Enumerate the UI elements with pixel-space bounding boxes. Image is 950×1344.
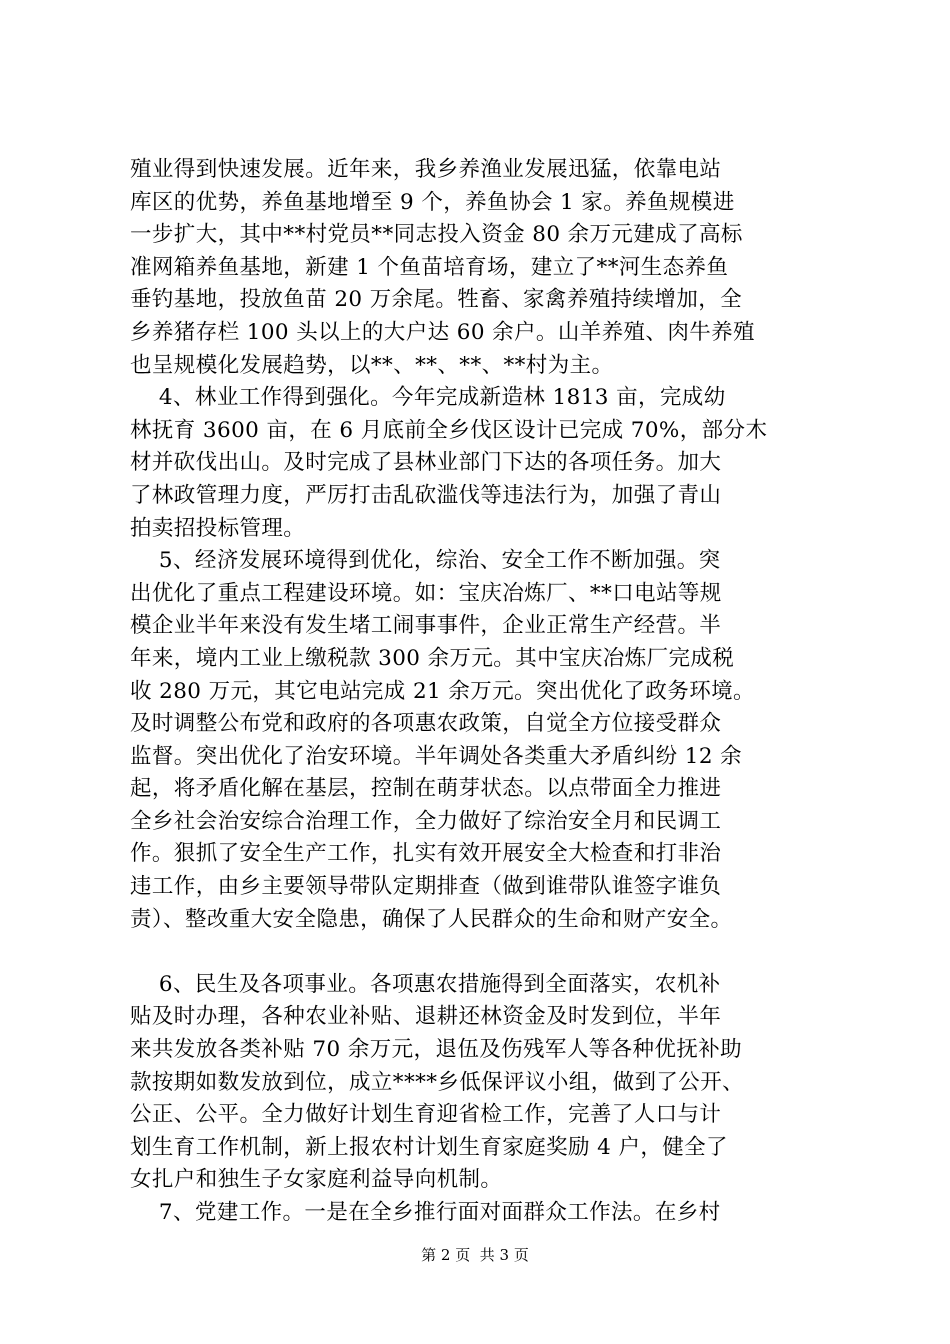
text-line: 库区的优势，养鱼基地增至 9 个，养鱼协会 1 家。养鱼规模进 <box>130 189 735 215</box>
paragraph-aquaculture <box>130 154 830 382</box>
page-footer: 第 2 页 共 3 页 <box>421 1246 529 1264</box>
text-line: 划生育工作机制，新上报农村计划生育家庭奖励 4 户，健全了 <box>130 1134 728 1160</box>
text-line: 一步扩大，其中**村党员**同志投入资金 80 余万元建成了高标 <box>130 222 743 248</box>
text-line: 乡养猪存栏 100 头以上的大户达 60 余户。山羊养殖、肉牛养殖 <box>130 319 755 345</box>
text-line: 准网箱养鱼基地，新建 1 个鱼苗培育场，建立了**河生态养鱼 <box>130 254 729 280</box>
text-line: 来共发放各类补贴 70 余万元，退伍及伤残军人等各种优抚补助 <box>130 1037 743 1063</box>
text-line: 及时调整公布党和政府的各项惠农政策，自觉全方位接受群众 <box>130 711 722 737</box>
text-line: 公正、公平。全力做好计划生育迎省检工作，完善了人口与计 <box>130 1102 722 1128</box>
document-body <box>130 154 830 1230</box>
text-line: 责）、整改重大安全隐患，确保了人民群众的生命和财产安全。 <box>130 906 733 932</box>
text-line: 林抚育 3600 亩，在 6 月底前全乡伐区设计已完成 70%，部分木 <box>130 417 768 443</box>
paragraph-livelihood <box>130 969 830 1197</box>
text-line: 7、党建工作。一是在全乡推行面对面群众工作法。在乡村 <box>130 1200 721 1225</box>
text-line: 5、经济发展环境得到优化，综治、安全工作不断加强。突 <box>130 548 721 574</box>
text-line: 贴及时办理，各种农业补贴、退耕还林资金及时发到位，半年 <box>130 1004 722 1030</box>
text-line: 了林政管理力度，严厉打击乱砍滥伐等违法行为，加强了青山 <box>130 482 722 508</box>
text-line: 6、民生及各项事业。各项惠农措施得到全面落实，农机补 <box>130 971 721 997</box>
text-line: 年来，境内工业上缴税款 300 余万元。其中宝庆冶炼厂完成税 <box>130 645 735 671</box>
text-line: 违工作，由乡主要领导带队定期排查（做到谁带队谁签字谁负 <box>130 874 722 900</box>
blank-line <box>130 936 830 969</box>
paragraph-forestry <box>130 382 830 545</box>
text-line: 4、林业工作得到强化。今年完成新造林 1813 亩，完成幼 <box>130 385 726 411</box>
text-line: 拍卖招投标管理。 <box>130 515 306 541</box>
text-line: 全乡社会治安综合治理工作，全力做好了综治安全月和民调工 <box>130 808 722 834</box>
text-line: 垂钓基地，投放鱼苗 20 万余尾。牲畜、家禽养殖持续增加，全 <box>130 287 743 313</box>
text-line: 作。狠抓了安全生产工作，扎实有效开展安全大检查和打非治 <box>130 841 722 867</box>
text-line: 也呈规模化发展趋势，以**、**、**、**村为主。 <box>130 352 614 378</box>
text-line: 收 280 万元，其它电站完成 21 余万元。突出优化了政务环境。 <box>130 678 755 704</box>
text-line: 女扎户和独生子女家庭利益导向机制。 <box>130 1167 503 1193</box>
text-line: 款按期如数发放到位，成立****乡低保评议小组，做到了公开、 <box>130 1069 745 1095</box>
text-line: 出优化了重点工程建设环境。如：宝庆冶炼厂、**口电站等规 <box>130 580 722 606</box>
text-line: 殖业得到快速发展。近年来，我乡养渔业发展迅猛，依靠电站 <box>130 157 722 182</box>
text-line: 监督。突出优化了治安环境。半年调处各类重大矛盾纠纷 12 余 <box>130 743 743 769</box>
text-line: 模企业半年来没有发生堵工闹事事件，企业正常生产经营。半 <box>130 613 722 639</box>
text-line: 起，将矛盾化解在基层，控制在萌芽状态。以点带面全力推进 <box>130 776 722 802</box>
paragraph-economic-environment <box>130 545 830 936</box>
paragraph-party-building <box>130 1197 830 1230</box>
text-line: 材并砍伐出山。及时完成了县林业部门下达的各项任务。加大 <box>130 450 722 476</box>
